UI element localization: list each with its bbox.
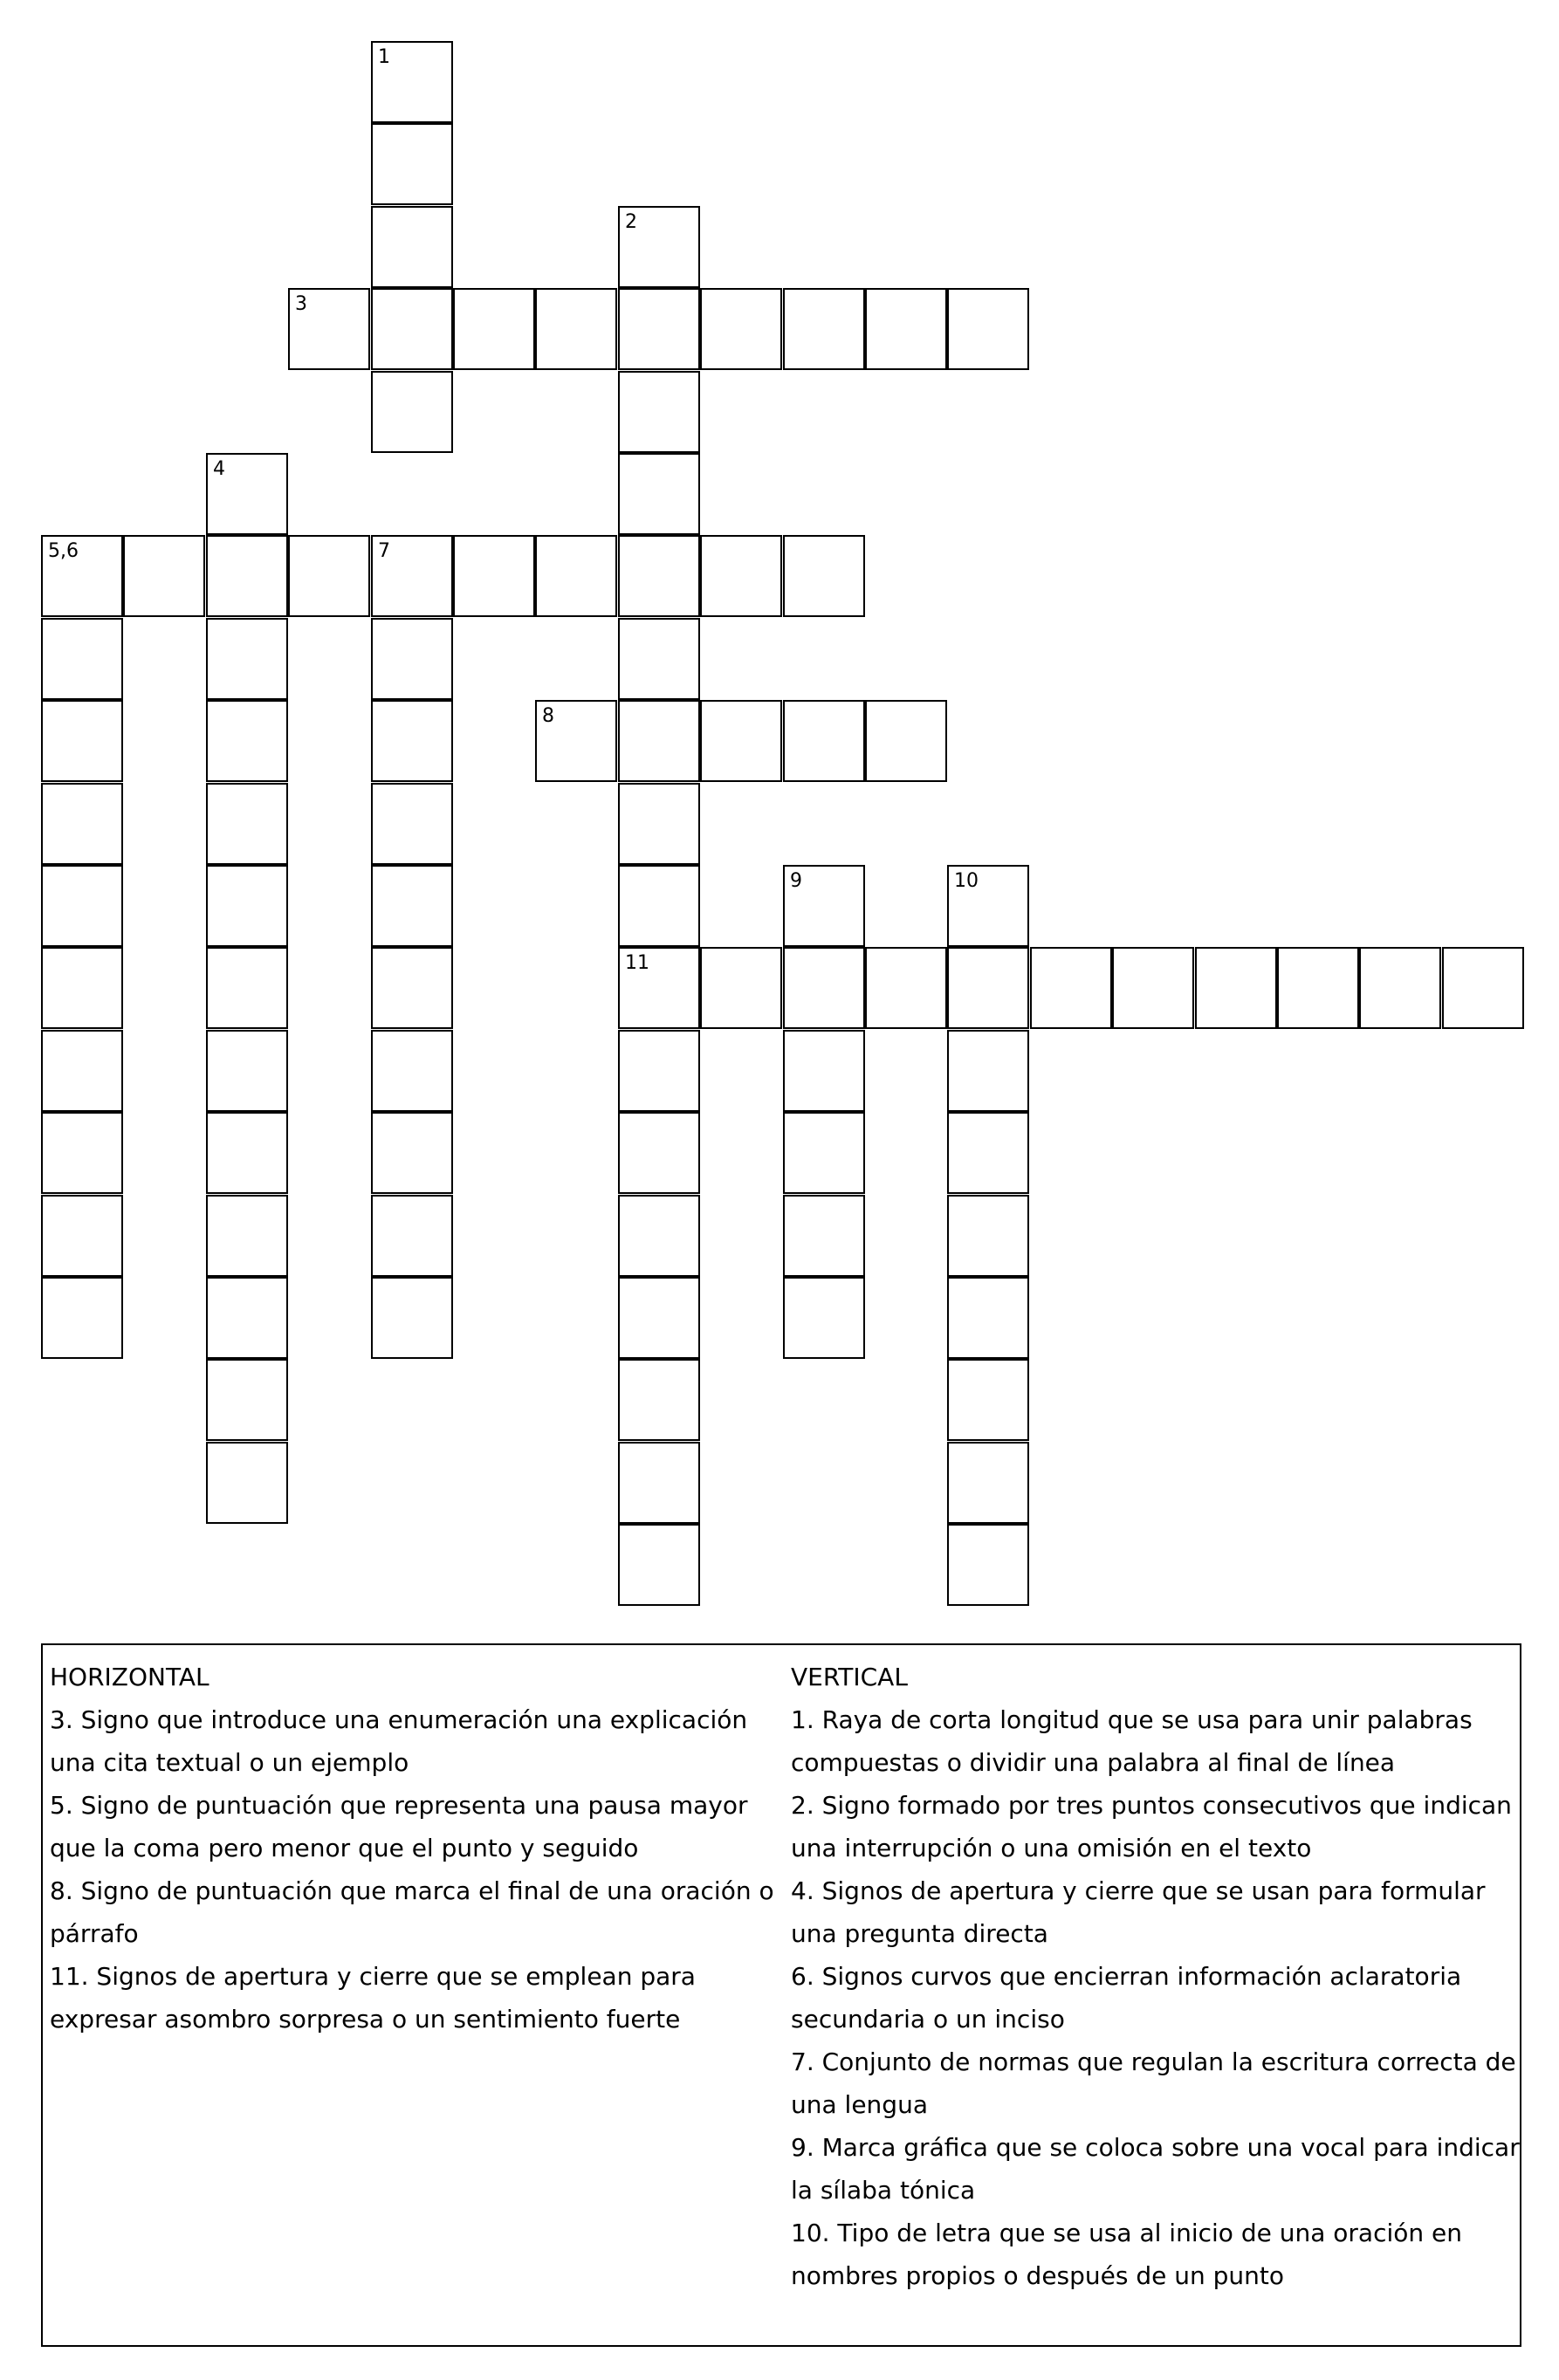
clue-5: 5. Signo de puntuación que representa una pausa mayor que la coma pero menor que el punto y seguido: [50, 1791, 748, 1862]
clue-number: 10: [954, 870, 979, 892]
grid-cell[interactable]: [700, 535, 782, 617]
horizontal-heading: HORIZONTAL: [50, 1663, 209, 1691]
grid-cell[interactable]: [371, 783, 453, 865]
grid-cell[interactable]: [371, 1195, 453, 1277]
grid-cell[interactable]: [371, 947, 453, 1029]
grid-cell[interactable]: [783, 288, 865, 370]
grid-cell[interactable]: [206, 618, 288, 700]
grid-cell[interactable]: [700, 947, 782, 1029]
grid-cell[interactable]: [618, 1359, 700, 1441]
grid-cell[interactable]: [206, 865, 288, 947]
grid-cell[interactable]: [41, 947, 123, 1029]
grid-cell[interactable]: [206, 1195, 288, 1277]
grid-cell[interactable]: [288, 535, 370, 617]
grid-cell[interactable]: [371, 206, 453, 288]
grid-cell[interactable]: [618, 618, 700, 700]
grid-cell[interactable]: [700, 700, 782, 782]
clue-4: 4. Signos de apertura y cierre que se usan para formular una pregunta directa: [791, 1876, 1486, 1948]
clue-9: 9. Marca gráfica que se coloca sobre una vocal para indicar la sílaba tónica: [791, 2133, 1520, 2205]
grid-cell[interactable]: [41, 783, 123, 865]
grid-cell[interactable]: [618, 371, 700, 453]
grid-cell[interactable]: [206, 947, 288, 1029]
grid-cell[interactable]: [41, 700, 123, 782]
grid-cell[interactable]: [371, 618, 453, 700]
vertical-heading: VERTICAL: [791, 1663, 908, 1691]
grid-cell[interactable]: [1112, 947, 1194, 1029]
grid-cell[interactable]: [41, 1030, 123, 1112]
grid-cell[interactable]: [947, 1277, 1029, 1359]
grid-cell[interactable]: [947, 947, 1029, 1029]
clue-number: 2: [625, 211, 637, 233]
grid-cell[interactable]: [371, 1112, 453, 1194]
clue-7: 7. Conjunto de normas que regulan la escritura correcta de una lengua: [791, 2047, 1516, 2119]
grid-cell[interactable]: [618, 1030, 700, 1112]
grid-cell[interactable]: [783, 700, 865, 782]
grid-cell[interactable]: [618, 1524, 700, 1606]
grid-cell[interactable]: [41, 1195, 123, 1277]
horizontal-clues: [50, 1656, 783, 2040]
grid-cell[interactable]: [618, 700, 700, 782]
grid-cell[interactable]: [1277, 947, 1359, 1029]
clue-number: 9: [790, 870, 802, 892]
clue-number: 8: [542, 705, 554, 727]
clue-2: 2. Signo formado por tres puntos consecutivos que indican una interrupción o una omisión en el texto: [791, 1791, 1512, 1862]
grid-cell[interactable]: [206, 700, 288, 782]
grid-cell[interactable]: [618, 535, 700, 617]
clue-6: 6. Signos curvos que encierran información aclaratoria secundaria o un inciso: [791, 1962, 1462, 2034]
grid-cell[interactable]: [947, 1112, 1029, 1194]
grid-cell[interactable]: [618, 1195, 700, 1277]
grid-cell[interactable]: [206, 535, 288, 617]
grid-cell[interactable]: [783, 1030, 865, 1112]
grid-cell[interactable]: [618, 288, 700, 370]
grid-cell[interactable]: [618, 783, 700, 865]
grid-cell[interactable]: [783, 535, 865, 617]
clue-10: 10. Tipo de letra que se usa al inicio de una oración en nombres propios o después de un punto: [791, 2219, 1462, 2290]
grid-cell[interactable]: [865, 700, 947, 782]
clue-number: 1: [378, 46, 390, 68]
grid-cell[interactable]: [783, 1112, 865, 1194]
vertical-clues: [791, 1656, 1520, 2297]
grid-cell[interactable]: [371, 700, 453, 782]
clue-number: 5,6: [48, 540, 79, 562]
grid-cell[interactable]: [41, 1277, 123, 1359]
grid-cell[interactable]: [206, 1112, 288, 1194]
grid-cell[interactable]: [947, 1359, 1029, 1441]
grid-cell[interactable]: [123, 535, 205, 617]
grid-cell[interactable]: [535, 288, 617, 370]
grid-cell[interactable]: [1030, 947, 1112, 1029]
grid-cell[interactable]: [206, 783, 288, 865]
grid-cell[interactable]: [1442, 947, 1524, 1029]
grid-cell[interactable]: [947, 288, 1029, 370]
grid-cell[interactable]: [947, 1195, 1029, 1277]
grid-cell[interactable]: [41, 1112, 123, 1194]
grid-cell[interactable]: [41, 865, 123, 947]
clue-number: 3: [295, 293, 307, 315]
grid-cell[interactable]: [535, 535, 617, 617]
grid-cell[interactable]: [206, 1030, 288, 1112]
clue-number: 7: [378, 540, 390, 562]
grid-cell[interactable]: [783, 1277, 865, 1359]
grid-cell[interactable]: [453, 535, 535, 617]
grid-cell[interactable]: [371, 1277, 453, 1359]
clue-11: 11. Signos de apertura y cierre que se emplean para expresar asombro sorpresa o un sentimiento fuerte: [50, 1962, 696, 2034]
clue-8: 8. Signo de puntuación que marca el final de una oración o párrafo: [50, 1876, 774, 1948]
grid-cell[interactable]: [618, 453, 700, 535]
grid-cell[interactable]: [947, 1442, 1029, 1524]
grid-cell[interactable]: [206, 1359, 288, 1441]
clue-number: 4: [213, 458, 225, 480]
grid-cell[interactable]: [41, 618, 123, 700]
grid-cell[interactable]: [371, 288, 453, 370]
grid-cell[interactable]: [206, 1442, 288, 1524]
grid-cell[interactable]: [783, 947, 865, 1029]
grid-cell[interactable]: [371, 371, 453, 453]
clues-box: [41, 1643, 1521, 2347]
grid-cell[interactable]: [700, 288, 782, 370]
grid-cell[interactable]: [1195, 947, 1277, 1029]
grid-cell[interactable]: [371, 865, 453, 947]
grid-cell[interactable]: [618, 865, 700, 947]
grid-cell[interactable]: [371, 123, 453, 205]
clue-number: 11: [625, 952, 649, 974]
grid-cell[interactable]: [865, 947, 947, 1029]
grid-cell[interactable]: [783, 1195, 865, 1277]
grid-cell[interactable]: [453, 288, 535, 370]
clue-3: 3. Signo que introduce una enumeración una explicación una cita textual o un ejemplo: [50, 1705, 748, 1777]
grid-cell[interactable]: [371, 1030, 453, 1112]
grid-cell[interactable]: [618, 1277, 700, 1359]
grid-cell[interactable]: [618, 1112, 700, 1194]
grid-cell[interactable]: [206, 1277, 288, 1359]
grid-cell[interactable]: [947, 1524, 1029, 1606]
clue-1: 1. Raya de corta longitud que se usa para unir palabras compuestas o dividir una palabra al final de línea: [791, 1705, 1473, 1777]
grid-cell[interactable]: [1359, 947, 1441, 1029]
grid-cell[interactable]: [947, 1030, 1029, 1112]
grid-cell[interactable]: [865, 288, 947, 370]
grid-cell[interactable]: [618, 1442, 700, 1524]
